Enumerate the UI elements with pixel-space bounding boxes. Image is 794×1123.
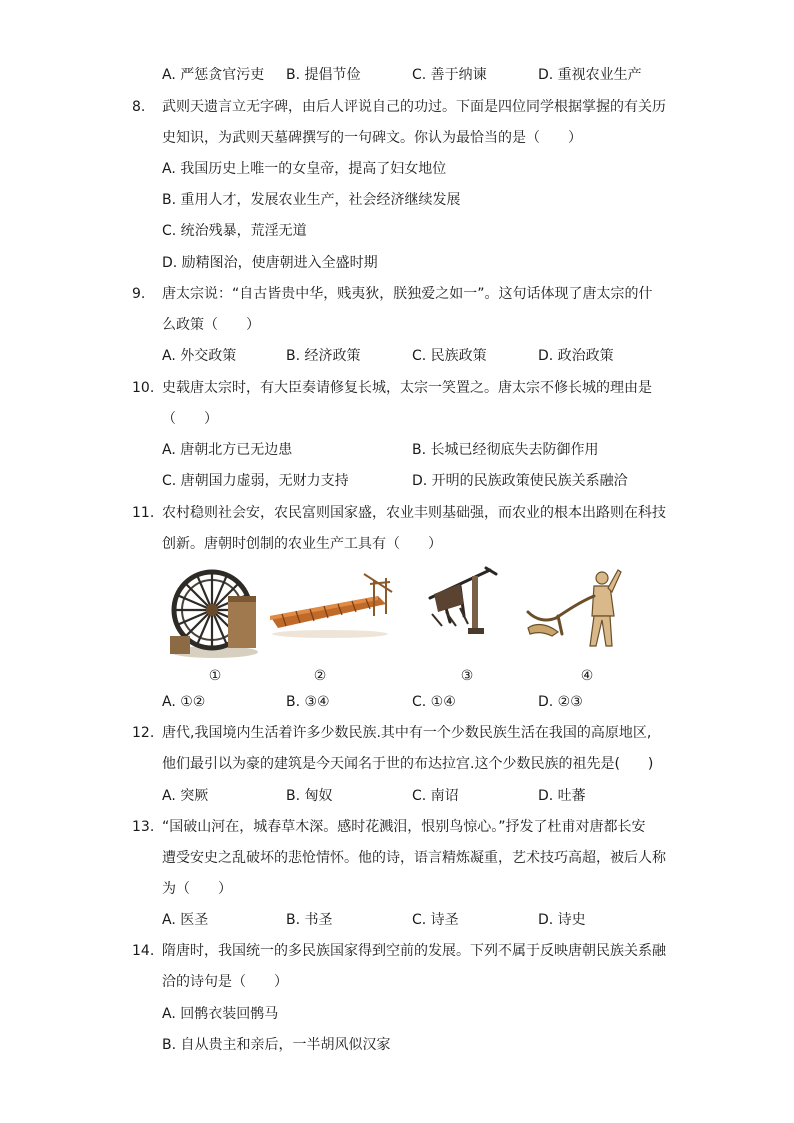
q11-option-a[interactable]: A. ①②: [162, 694, 206, 710]
q10-option-a[interactable]: A. 唐朝北方已无边患: [162, 442, 293, 458]
q11-stem-line-1: 农村稳则社会安，农民富则国家盛，农业丰则基础强，而农业的根本出路则在科技: [162, 505, 666, 521]
q14-option-b[interactable]: B. 自从贵主和亲后，一半胡风似汉家: [162, 1037, 391, 1053]
q12-option-b[interactable]: B. 匈奴: [286, 788, 333, 804]
q11-option-b[interactable]: B. ③④: [286, 694, 330, 710]
q11-stem-line-2: 创新。唐朝时创制的农业生产工具有（ ）: [162, 536, 442, 552]
q9-options: [162, 346, 662, 366]
q9-option-a[interactable]: A. 外交政策: [162, 348, 237, 364]
q12-option-c[interactable]: C. 南诏: [412, 788, 459, 804]
q10-options-row-1: [162, 440, 662, 460]
q8-option-d[interactable]: D. 励精图治，使唐朝进入全盛时期: [162, 255, 378, 271]
q14-number: 14.: [132, 943, 155, 959]
q10-options-row-2: [162, 471, 662, 491]
q13-option-d[interactable]: D. 诗史: [538, 912, 586, 928]
q14-option-a[interactable]: A. 回鹘衣装回鹘马: [162, 1006, 279, 1022]
image-label-2: ②: [313, 668, 327, 684]
q9-stem-line-2: 么政策（ ）: [162, 317, 260, 333]
q13-options: [162, 910, 662, 930]
q7-option-b[interactable]: B. 提倡节俭: [286, 67, 361, 83]
plow-model-image: [420, 564, 504, 638]
q8-option-b[interactable]: B. 重用人才，发展农业生产，社会经济继续发展: [162, 192, 461, 208]
q9-number: 9.: [132, 286, 146, 302]
q10-option-b[interactable]: B. 长城已经彻底失去防御作用: [412, 442, 599, 458]
q12-options: [162, 786, 662, 806]
q11-option-d[interactable]: D. ②③: [538, 694, 583, 710]
q14-stem-line-1: 隋唐时，我国统一的多民族国家得到空前的发展。下列不属于反映唐朝民族关系融: [162, 943, 666, 959]
q10-stem-line-1: 史载唐太宗时，有大臣奏请修复长城，太宗一笑置之。唐太宗不修长城的理由是: [162, 380, 652, 396]
q10-option-c[interactable]: C. 唐朝国力虚弱，无财力支持: [162, 473, 349, 489]
image-label-3: ③: [460, 668, 474, 684]
q12-stem-line-2: 他们最引以为豪的建筑是今天闻名于世的布达拉宫.这个少数民族的祖先是( ): [162, 756, 654, 772]
waterwheel-image: [168, 566, 260, 658]
q9-option-b[interactable]: B. 经济政策: [286, 348, 361, 364]
q14-stem-line-2: 洽的诗句是（ ）: [162, 974, 288, 990]
q11-number: 11.: [132, 505, 155, 521]
q8-option-a[interactable]: A. 我国历史上唯一的女皇帝，提高了妇女地位: [162, 161, 447, 177]
q7-option-d[interactable]: D. 重视农业生产: [538, 67, 642, 83]
q13-number: 13.: [132, 819, 155, 835]
q13-stem-line-2: 遭受安史之乱破坏的悲怆情怀。他的诗，语言精炼凝重，艺术技巧高超，被后人称: [162, 850, 666, 866]
chain-pump-image: [266, 570, 394, 650]
q7-option-c[interactable]: C. 善于纳谏: [412, 67, 487, 83]
q11-options: [162, 692, 662, 712]
q9-option-c[interactable]: C. 民族政策: [412, 348, 487, 364]
q8-number: 8.: [132, 99, 146, 115]
q7-options: [162, 65, 662, 85]
q13-option-c[interactable]: C. 诗圣: [412, 912, 459, 928]
q12-option-d[interactable]: D. 吐蕃: [538, 788, 586, 804]
q8-option-c[interactable]: C. 统治残暴，荒淫无道: [162, 223, 307, 239]
q10-number: 10.: [132, 380, 155, 396]
q13-stem-line-1: “国破山河在，城春草木深。感时花溅泪，恨别鸟惊心。”抒发了杜甫对唐都长安: [162, 819, 646, 835]
q13-stem-line-3: 为（ ）: [162, 881, 232, 897]
q9-stem-line-1: 唐太宗说：“自古皆贵中华，贱夷狄，朕独爱之如一”。这句话体现了唐太宗的什: [162, 286, 653, 302]
q12-option-a[interactable]: A. 突厥: [162, 788, 209, 804]
q9-option-d[interactable]: D. 政治政策: [538, 348, 614, 364]
q10-stem-line-2: （ ）: [162, 411, 218, 427]
q8-stem-line-2: 史知识，为武则天墓碑撰写的一句碑文。你认为最恰当的是（ ）: [162, 130, 582, 146]
q12-number: 12.: [132, 725, 155, 741]
image-label-1: ①: [208, 668, 222, 684]
q13-option-b[interactable]: B. 书圣: [286, 912, 333, 928]
q11-option-c[interactable]: C. ①④: [412, 694, 456, 710]
q7-option-a[interactable]: A. 严惩贪官污吏: [162, 67, 265, 83]
image-label-4: ④: [580, 668, 594, 684]
q12-stem-line-1: 唐代,我国境内生活着许多少数民族.其中有一个少数民族生活在我国的高原地区,: [162, 725, 652, 741]
q13-option-a[interactable]: A. 医圣: [162, 912, 209, 928]
farmer-plow-image: [522, 564, 628, 652]
q8-stem-line-1: 武则天遗言立无字碑，由后人评说自己的功过。下面是四位同学根据掌握的有关历: [162, 99, 666, 115]
q10-option-d[interactable]: D. 开明的民族政策使民族关系融洽: [412, 473, 628, 489]
